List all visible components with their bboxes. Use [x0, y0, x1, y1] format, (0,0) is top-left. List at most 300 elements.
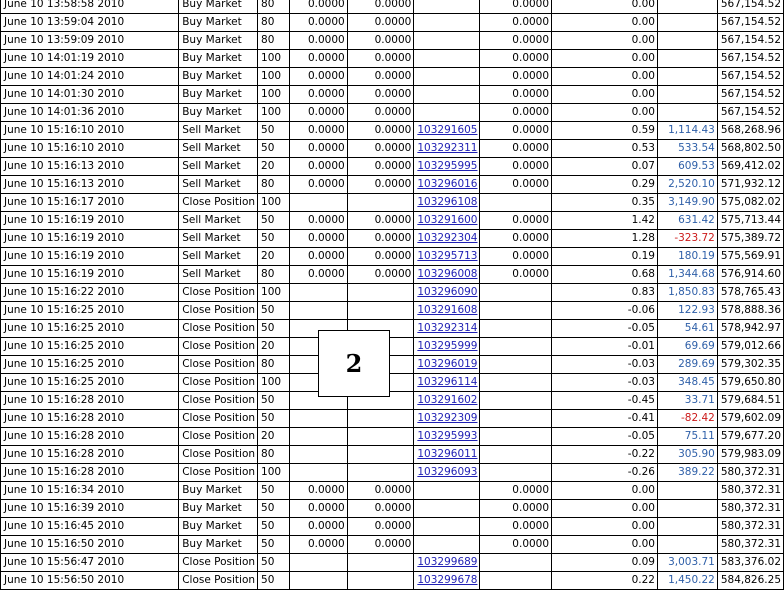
cell-pips: 0.00 — [552, 86, 658, 104]
cell-size: 80 — [258, 32, 290, 50]
table-row — [1, 464, 784, 482]
cell-price-a — [289, 554, 347, 572]
cell-size: 50 — [258, 518, 290, 536]
table-row — [1, 176, 784, 194]
table-row — [1, 356, 784, 374]
cell-pips: 0.00 — [552, 0, 658, 14]
ticket-link[interactable]: 103291608 — [414, 302, 480, 320]
cell-price-c: 0.0000 — [480, 140, 552, 158]
cell-price-b: 0.0000 — [347, 0, 414, 14]
cell-order-type: Close Position — [179, 446, 258, 464]
table-row — [1, 266, 784, 284]
ticket-link[interactable]: 103296090 — [414, 284, 480, 302]
cell-pips: 1.42 — [552, 212, 658, 230]
cell-pips: 0.09 — [552, 554, 658, 572]
cell-price-a: 0.0000 — [289, 500, 347, 518]
cell-profit: 2,520.10 — [657, 176, 717, 194]
cell-balance: 584,826.25 — [717, 572, 783, 590]
cell-price-b: 0.0000 — [347, 14, 414, 32]
cell-profit — [657, 518, 717, 536]
table-row — [1, 410, 784, 428]
cell-size: 50 — [258, 230, 290, 248]
cell-price-c: 0.0000 — [480, 500, 552, 518]
cell-balance: 568,802.50 — [717, 140, 783, 158]
cell-price-c: 0.0000 — [480, 32, 552, 50]
cell-pips: -0.41 — [552, 410, 658, 428]
table-row — [1, 212, 784, 230]
cell-price-c: 0.0000 — [480, 248, 552, 266]
cell-order-type: Sell Market — [179, 122, 258, 140]
cell-balance: 580,372.31 — [717, 500, 783, 518]
cell-order-type: Buy Market — [179, 68, 258, 86]
cell-profit: 609.53 — [657, 158, 717, 176]
cell-pips: -0.06 — [552, 302, 658, 320]
cell-price-a: 0.0000 — [289, 14, 347, 32]
ticket-link[interactable]: 103291605 — [414, 122, 480, 140]
cell-time: June 10 14:01:24 2010 — [1, 68, 179, 86]
cell-price-a: 0.0000 — [289, 122, 347, 140]
table-row — [1, 230, 784, 248]
cell-pips: 0.00 — [552, 32, 658, 50]
cell-price-c — [480, 410, 552, 428]
ticket-link[interactable]: 103291602 — [414, 392, 480, 410]
cell-time: June 10 15:16:28 2010 — [1, 464, 179, 482]
cell-price-b: 0.0000 — [347, 518, 414, 536]
cell-order-type: Close Position — [179, 302, 258, 320]
cell-size: 100 — [258, 86, 290, 104]
cell-price-a: 0.0000 — [289, 140, 347, 158]
ticket-link[interactable]: 103296093 — [414, 464, 480, 482]
table-row — [1, 572, 784, 590]
cell-profit: 1,114.43 — [657, 122, 717, 140]
cell-size: 50 — [258, 482, 290, 500]
cell-price-c: 0.0000 — [480, 266, 552, 284]
cell-time: June 10 14:01:19 2010 — [1, 50, 179, 68]
ticket-link[interactable]: 103296019 — [414, 356, 480, 374]
ticket-link[interactable]: 103296108 — [414, 194, 480, 212]
cell-size: 80 — [258, 356, 290, 374]
cell-time: June 10 13:58:58 2010 — [1, 0, 179, 14]
cell-balance: 571,932.12 — [717, 176, 783, 194]
cell-price-c: 0.0000 — [480, 50, 552, 68]
cell-size: 50 — [258, 572, 290, 590]
cell-size: 50 — [258, 554, 290, 572]
cell-price-b: 0.0000 — [347, 248, 414, 266]
cell-order-type: Sell Market — [179, 212, 258, 230]
cell-profit: 75.11 — [657, 428, 717, 446]
cell-price-b — [347, 554, 414, 572]
table-row — [1, 392, 784, 410]
cell-profit: 289.69 — [657, 356, 717, 374]
cell-time: June 10 15:16:10 2010 — [1, 140, 179, 158]
cell-pips: 0.00 — [552, 50, 658, 68]
ticket-link[interactable]: 103295993 — [414, 428, 480, 446]
cell-price-a — [289, 428, 347, 446]
cell-price-a: 0.0000 — [289, 104, 347, 122]
ticket-link[interactable]: 103295713 — [414, 248, 480, 266]
table-row — [1, 302, 784, 320]
cell-price-c — [480, 392, 552, 410]
table-row — [1, 248, 784, 266]
cell-time: June 10 15:16:19 2010 — [1, 248, 179, 266]
ticket-link[interactable]: 103296008 — [414, 266, 480, 284]
cell-price-a: 0.0000 — [289, 158, 347, 176]
cell-ticket — [414, 0, 480, 14]
cell-balance: 580,372.31 — [717, 464, 783, 482]
table-row — [1, 0, 784, 14]
cell-pips: 0.68 — [552, 266, 658, 284]
cell-profit: 180.19 — [657, 248, 717, 266]
ticket-link[interactable]: 103292304 — [414, 230, 480, 248]
cell-size: 50 — [258, 320, 290, 338]
table-row — [1, 500, 784, 518]
cell-balance: 575,389.72 — [717, 230, 783, 248]
cell-price-c: 0.0000 — [480, 176, 552, 194]
cell-profit: -82.42 — [657, 410, 717, 428]
cell-order-type: Sell Market — [179, 248, 258, 266]
cell-time: June 10 15:16:50 2010 — [1, 536, 179, 554]
ticket-link[interactable]: 103291600 — [414, 212, 480, 230]
cell-balance: 579,302.35 — [717, 356, 783, 374]
cell-pips: 0.29 — [552, 176, 658, 194]
cell-balance: 583,376.02 — [717, 554, 783, 572]
cell-size: 100 — [258, 284, 290, 302]
cell-price-b — [347, 302, 414, 320]
cell-order-type: Close Position — [179, 428, 258, 446]
cell-pips: 0.19 — [552, 248, 658, 266]
cell-time: June 10 15:16:22 2010 — [1, 284, 179, 302]
cell-balance: 567,154.52 — [717, 0, 783, 14]
cell-price-c — [480, 554, 552, 572]
cell-time: June 10 15:56:47 2010 — [1, 554, 179, 572]
cell-price-a: 0.0000 — [289, 266, 347, 284]
cell-size: 80 — [258, 14, 290, 32]
cell-price-b: 0.0000 — [347, 266, 414, 284]
cell-balance: 579,983.09 — [717, 446, 783, 464]
cell-price-a — [289, 284, 347, 302]
cell-size: 50 — [258, 302, 290, 320]
cell-size: 20 — [258, 248, 290, 266]
cell-price-c: 0.0000 — [480, 68, 552, 86]
table-row — [1, 140, 784, 158]
cell-pips: 0.00 — [552, 104, 658, 122]
cell-order-type: Buy Market — [179, 536, 258, 554]
cell-price-c — [480, 320, 552, 338]
cell-price-b: 0.0000 — [347, 122, 414, 140]
cell-ticket — [414, 518, 480, 536]
cell-pips: 1.28 — [552, 230, 658, 248]
table-row — [1, 122, 784, 140]
ticket-link[interactable]: 103295999 — [414, 338, 480, 356]
cell-balance: 579,677.20 — [717, 428, 783, 446]
cell-price-b — [347, 446, 414, 464]
cell-price-b: 0.0000 — [347, 68, 414, 86]
cell-order-type: Close Position — [179, 554, 258, 572]
cell-size: 50 — [258, 392, 290, 410]
cell-balance: 567,154.52 — [717, 68, 783, 86]
cell-time: June 10 14:01:36 2010 — [1, 104, 179, 122]
cell-order-type: Sell Market — [179, 230, 258, 248]
cell-time: June 10 13:59:09 2010 — [1, 32, 179, 50]
cell-time: June 10 15:16:25 2010 — [1, 338, 179, 356]
cell-profit: 389.22 — [657, 464, 717, 482]
cell-price-c — [480, 284, 552, 302]
cell-price-a: 0.0000 — [289, 230, 347, 248]
cell-size: 50 — [258, 536, 290, 554]
ticket-link[interactable]: 103299689 — [414, 554, 480, 572]
cell-price-c: 0.0000 — [480, 482, 552, 500]
cell-profit: 1,850.83 — [657, 284, 717, 302]
cell-price-b — [347, 194, 414, 212]
table-row — [1, 158, 784, 176]
table-row — [1, 194, 784, 212]
cell-order-type: Buy Market — [179, 104, 258, 122]
cell-order-type: Buy Market — [179, 86, 258, 104]
cell-price-b: 0.0000 — [347, 212, 414, 230]
cell-pips: -0.03 — [552, 356, 658, 374]
cell-price-c: 0.0000 — [480, 212, 552, 230]
cell-price-b: 0.0000 — [347, 140, 414, 158]
cell-time: June 10 15:16:25 2010 — [1, 320, 179, 338]
cell-price-a — [289, 446, 347, 464]
cell-price-a: 0.0000 — [289, 518, 347, 536]
cell-profit: 3,003.71 — [657, 554, 717, 572]
cell-time: June 10 15:16:28 2010 — [1, 410, 179, 428]
cell-pips: -0.01 — [552, 338, 658, 356]
cell-profit: 69.69 — [657, 338, 717, 356]
cell-size: 100 — [258, 68, 290, 86]
table-row — [1, 50, 784, 68]
cell-profit: 305.90 — [657, 446, 717, 464]
table-row — [1, 284, 784, 302]
cell-price-a — [289, 302, 347, 320]
cell-order-type: Buy Market — [179, 482, 258, 500]
cell-price-a: 0.0000 — [289, 86, 347, 104]
table-row — [1, 86, 784, 104]
cell-price-c — [480, 446, 552, 464]
cell-profit — [657, 482, 717, 500]
cell-order-type: Sell Market — [179, 140, 258, 158]
cell-time: June 10 15:16:25 2010 — [1, 356, 179, 374]
cell-price-c: 0.0000 — [480, 104, 552, 122]
cell-balance: 575,569.91 — [717, 248, 783, 266]
ticket-link[interactable]: 103296114 — [414, 374, 480, 392]
ticket-link[interactable]: 103296011 — [414, 446, 480, 464]
ticket-link[interactable]: 103292311 — [414, 140, 480, 158]
cell-profit: 1,344.68 — [657, 266, 717, 284]
cell-time: June 10 15:16:13 2010 — [1, 176, 179, 194]
cell-size: 20 — [258, 158, 290, 176]
ticket-link[interactable]: 103292314 — [414, 320, 480, 338]
cell-size: 80 — [258, 266, 290, 284]
cell-price-a: 0.0000 — [289, 32, 347, 50]
cell-balance: 579,684.51 — [717, 392, 783, 410]
cell-balance: 576,914.60 — [717, 266, 783, 284]
cell-size: 100 — [258, 374, 290, 392]
cell-profit — [657, 86, 717, 104]
cell-price-c — [480, 302, 552, 320]
cell-pips: 0.00 — [552, 68, 658, 86]
cell-order-type: Buy Market — [179, 500, 258, 518]
cell-pips: 0.00 — [552, 14, 658, 32]
cell-ticket — [414, 536, 480, 554]
cell-pips: 0.00 — [552, 500, 658, 518]
cell-price-b — [347, 464, 414, 482]
cell-size: 50 — [258, 500, 290, 518]
cell-profit — [657, 0, 717, 14]
cell-price-c — [480, 572, 552, 590]
cell-ticket — [414, 68, 480, 86]
cell-time: June 10 15:16:19 2010 — [1, 212, 179, 230]
cell-balance: 567,154.52 — [717, 86, 783, 104]
cell-price-c — [480, 464, 552, 482]
cell-time: June 10 15:16:13 2010 — [1, 158, 179, 176]
cell-pips: -0.22 — [552, 446, 658, 464]
table-row — [1, 338, 784, 356]
table-row — [1, 482, 784, 500]
cell-order-type: Close Position — [179, 284, 258, 302]
cell-profit — [657, 14, 717, 32]
cell-pips: 0.22 — [552, 572, 658, 590]
cell-price-c — [480, 428, 552, 446]
cell-price-c: 0.0000 — [480, 230, 552, 248]
cell-price-c: 0.0000 — [480, 14, 552, 32]
cell-balance: 579,012.66 — [717, 338, 783, 356]
table-row — [1, 32, 784, 50]
cell-profit: 533.54 — [657, 140, 717, 158]
table-row — [1, 14, 784, 32]
table-row — [1, 428, 784, 446]
cell-time: June 10 15:56:50 2010 — [1, 572, 179, 590]
cell-size: 20 — [258, 428, 290, 446]
cell-size: 80 — [258, 176, 290, 194]
cell-profit: 3,149.90 — [657, 194, 717, 212]
cell-order-type: Buy Market — [179, 14, 258, 32]
cell-time: June 10 15:16:28 2010 — [1, 392, 179, 410]
cell-price-a: 0.0000 — [289, 482, 347, 500]
cell-order-type: Close Position — [179, 356, 258, 374]
cell-price-c: 0.0000 — [480, 0, 552, 14]
cell-order-type: Buy Market — [179, 50, 258, 68]
cell-price-b: 0.0000 — [347, 482, 414, 500]
cell-price-a — [289, 572, 347, 590]
table-row — [1, 68, 784, 86]
cell-balance: 568,268.96 — [717, 122, 783, 140]
cell-ticket — [414, 86, 480, 104]
cell-balance: 569,412.02 — [717, 158, 783, 176]
cell-pips: -0.03 — [552, 374, 658, 392]
cell-price-b: 0.0000 — [347, 50, 414, 68]
cell-pips: 0.83 — [552, 284, 658, 302]
table-row — [1, 320, 784, 338]
cell-size: 50 — [258, 140, 290, 158]
cell-time: June 10 15:16:45 2010 — [1, 518, 179, 536]
cell-balance: 579,650.80 — [717, 374, 783, 392]
cell-time: June 10 15:16:25 2010 — [1, 302, 179, 320]
cell-ticket — [414, 104, 480, 122]
cell-size: 100 — [258, 464, 290, 482]
cell-profit — [657, 536, 717, 554]
cell-time: June 10 14:01:30 2010 — [1, 86, 179, 104]
ticket-link[interactable]: 103292309 — [414, 410, 480, 428]
cell-price-c: 0.0000 — [480, 86, 552, 104]
cell-ticket — [414, 482, 480, 500]
cell-profit: -323.72 — [657, 230, 717, 248]
cell-ticket — [414, 500, 480, 518]
cell-order-type: Close Position — [179, 464, 258, 482]
table-row — [1, 374, 784, 392]
cell-pips: 0.35 — [552, 194, 658, 212]
cell-balance: 567,154.52 — [717, 14, 783, 32]
cell-price-b: 0.0000 — [347, 32, 414, 50]
callout-label: 2 — [345, 349, 363, 378]
cell-price-b: 0.0000 — [347, 86, 414, 104]
cell-price-a: 0.0000 — [289, 68, 347, 86]
cell-price-b: 0.0000 — [347, 536, 414, 554]
table-row — [1, 518, 784, 536]
cell-pips: -0.05 — [552, 428, 658, 446]
cell-order-type: Buy Market — [179, 32, 258, 50]
cell-profit: 54.61 — [657, 320, 717, 338]
ticket-link[interactable]: 103295995 — [414, 158, 480, 176]
cell-price-b: 0.0000 — [347, 104, 414, 122]
cell-pips: -0.26 — [552, 464, 658, 482]
cell-balance: 567,154.52 — [717, 32, 783, 50]
cell-pips: 0.07 — [552, 158, 658, 176]
cell-order-type: Close Position — [179, 320, 258, 338]
cell-price-a: 0.0000 — [289, 50, 347, 68]
cell-order-type: Close Position — [179, 338, 258, 356]
cell-time: June 10 15:16:19 2010 — [1, 230, 179, 248]
cell-price-c — [480, 338, 552, 356]
cell-price-b: 0.0000 — [347, 176, 414, 194]
cell-profit: 1,450.22 — [657, 572, 717, 590]
cell-price-b: 0.0000 — [347, 500, 414, 518]
cell-time: June 10 15:16:28 2010 — [1, 446, 179, 464]
cell-time: June 10 13:59:04 2010 — [1, 14, 179, 32]
table-row — [1, 536, 784, 554]
cell-order-type: Sell Market — [179, 176, 258, 194]
table-row — [1, 554, 784, 572]
cell-time: June 10 15:16:17 2010 — [1, 194, 179, 212]
ticket-link[interactable]: 103299678 — [414, 572, 480, 590]
ticket-link[interactable]: 103296016 — [414, 176, 480, 194]
cell-price-b — [347, 284, 414, 302]
cell-balance: 579,602.09 — [717, 410, 783, 428]
cell-size: 50 — [258, 410, 290, 428]
cell-pips: 0.00 — [552, 518, 658, 536]
cell-ticket — [414, 32, 480, 50]
cell-price-a — [289, 194, 347, 212]
cell-profit: 631.42 — [657, 212, 717, 230]
cell-size: 50 — [258, 212, 290, 230]
cell-profit — [657, 500, 717, 518]
cell-profit — [657, 68, 717, 86]
cell-price-a: 0.0000 — [289, 176, 347, 194]
cell-size: 100 — [258, 194, 290, 212]
cell-time: June 10 15:16:10 2010 — [1, 122, 179, 140]
cell-balance: 578,765.43 — [717, 284, 783, 302]
cell-order-type: Buy Market — [179, 518, 258, 536]
cell-time: June 10 15:16:34 2010 — [1, 482, 179, 500]
cell-pips: -0.45 — [552, 392, 658, 410]
table-row — [1, 446, 784, 464]
cell-pips: 0.59 — [552, 122, 658, 140]
cell-pips: -0.05 — [552, 320, 658, 338]
cell-profit: 33.71 — [657, 392, 717, 410]
cell-time: June 10 15:16:25 2010 — [1, 374, 179, 392]
cell-price-c — [480, 374, 552, 392]
